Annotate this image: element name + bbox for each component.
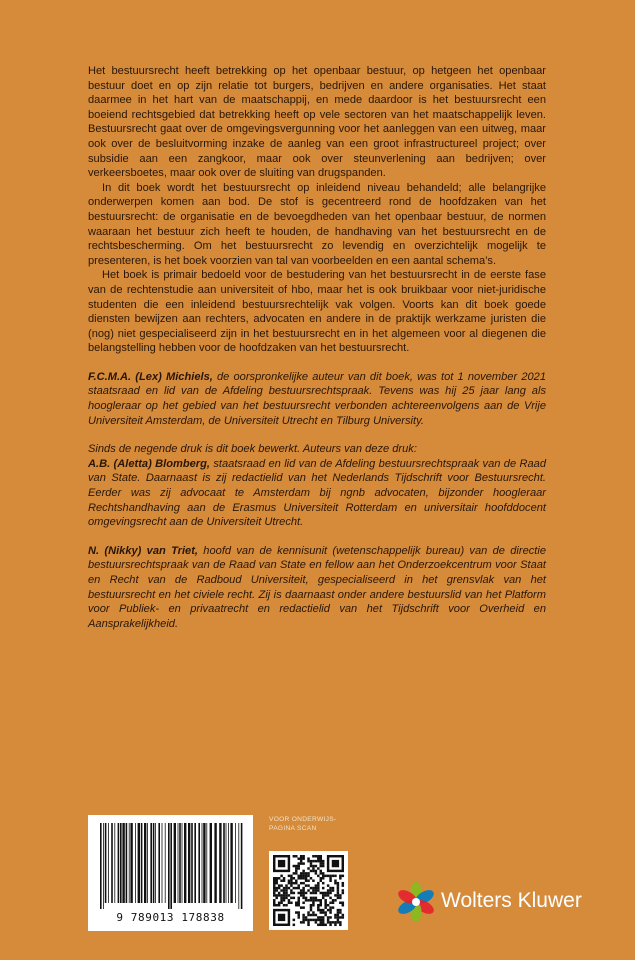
edited-intro: Sinds de negende druk is dit boek bewerkt. Auteurs van deze druk: — [88, 443, 417, 456]
qr-code-pattern — [269, 851, 348, 930]
isbn-barcode — [88, 815, 253, 931]
author-name: F.C.M.A. (Lex) Michiels, — [88, 370, 213, 383]
paragraph-content: In dit boek wordt het bestuursrecht op inleidend niveau behandeld; alle belangrijke onderwerpen komen aan bod. De stof is gecentreerd rond de hoofdzaken van het bestuursrecht: de organisatie en de bevoegdheden van het openbaar bestuur, de normen waaraan het bestuur zich heeft te houden, de handhaving van het bestuursrecht en de rechtsbescherming. Om het bestuursrecht zo levendig en overzichtelijk mogelijk te presenteren, is het boek voorzien van tal van voorbeelden en een aantal schema’s. — [88, 181, 546, 267]
author-name: A.B. (Aletta) Blomberg, — [88, 457, 210, 470]
qr-label-line1: VOOR ONDERWIJS- — [269, 816, 337, 823]
author-name: N. (Nikky) van Triet, — [88, 544, 199, 557]
qr-label-line2: PAGINA SCAN — [269, 825, 317, 832]
wolters-kluwer-mark-icon — [396, 880, 436, 924]
qr-label — [269, 815, 369, 833]
paragraph-intro: Het bestuursrecht heeft betrekking op het openbaar bestuur, op hetgeen het openbaar bestuur doet en op zijn relatie tot burgers, bedrijven en andere organisaties. Het staat daarmee in het hart van de maatschappij, en mede daardoor is het bestuursrecht een boeiend rechtsgebied dat betrekking heeft op vele sectoren van het maatschappelijk leven. Bestuursrecht gaat over de omgevingsvergunning voor het aanleggen van een uitweg, maar ook over de besluitvorming inzake de aanleg van een groot infrastructureel project; over subsidie aan een zangkoor, maar ook over steunverlening aan bedrijven; over verkeersboetes, maar ook over de sluiting van drugspanden. — [88, 65, 546, 180]
paragraph-audience: Het boek is primair bedoeld voor de bestudering van het bestuursrecht in de eerste fase van de rechtenstudie aan universiteit of hbo, maar het is ook bruikbaar voor niet-juridische studenten die een inleidend bestuursrechtelijk vak volgen. Voorts kan dit boek goede diensten bewijzen aan rechters, advocaten en andere in de praktijk werkzame juristen die (nog) niet gespecialiseerd zijn in het bestuursrecht en in het algemeen voor al diegenen die belangstelling hebben voor de hoofdzaken van het bestuursrecht. — [88, 269, 546, 355]
blurb-text — [88, 64, 546, 631]
author-vantriet — [88, 544, 546, 632]
barcode-bars — [98, 823, 243, 909]
author-michiels — [88, 370, 546, 428]
author-blomberg — [88, 457, 546, 530]
author-bio: de oorspronkelijke auteur van dit boek, was tot 1 november 2021 staatsraad en lid van de Afdeling bestuursrechtspraak. Tevens was hij 25 jaar lang als hoogleraar op het gebied van het bestuursrecht verbonden achtereenvolgens aan de Vrije Universiteit Amsterdam, de Universiteit Utrecht en Tilburg University. — [88, 370, 546, 427]
author-bio: staatsraad en lid van de Afdeling bestuursrechtspraak van de Raad van State. Daarnaast is zij redactielid van het Nederlands Tijdschrift voor Bestuursrecht. Eerder was zij advocaat te Amsterdam bij ngnb advocaten, bijzonder hoogleraar Rechtshandhaving aan de Erasmus Universiteit Rotterdam en universitair hoofddocent omgevingsrecht aan de Universiteit Utrecht. — [88, 457, 546, 529]
publisher-name: Wolters Kluwer — [441, 889, 582, 912]
publisher-logo — [396, 880, 606, 924]
qr-code[interactable] — [269, 851, 348, 930]
barcode-digits: 9 789013 178838 — [116, 911, 225, 924]
author-bio: hoofd van de kennisunit (wetenschappelijk bureau) van de directie bestuursrechtspraak van de Raad van State en fellow aan het Onderzoekcentrum voor Staat en Recht van de Radboud Universiteit, gespecialiseerd in het grensvlak van het bestuursrecht en het civiele recht. Zij is daarnaast onder andere bestuurslid van het Platform voor Publiek- en privaatrecht en redactielid van het Tijdschrift voor Overheid en Aansprakelijkheid. — [88, 544, 547, 630]
